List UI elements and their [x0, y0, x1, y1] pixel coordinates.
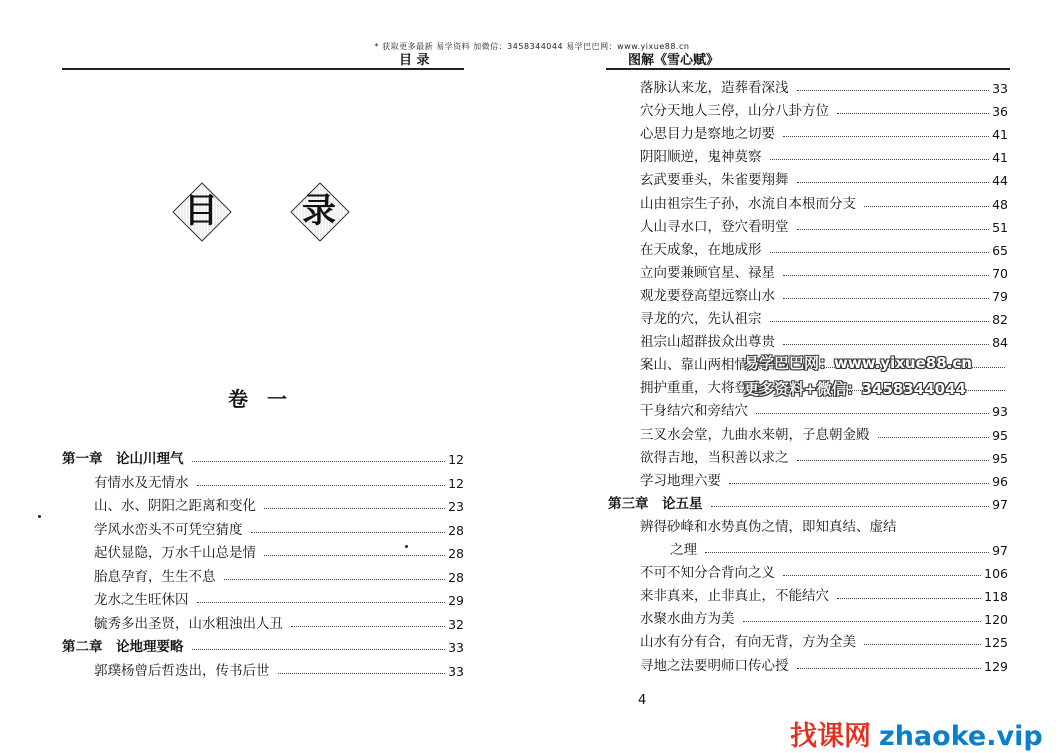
- watermark-brand: [790, 714, 1043, 753]
- toc-entry-title: 水聚水曲方为美: [640, 611, 735, 628]
- toc-leader-dots: [783, 344, 989, 345]
- toc-section-row: [94, 518, 464, 538]
- toc-leader-dots: [797, 182, 990, 183]
- toc-section-row: [94, 565, 464, 585]
- toc-entry-title: 之理: [670, 542, 697, 558]
- toc-entry-title: 有情水及无情水: [94, 474, 189, 491]
- toc-entry-title: 寻地之法要明师口传心授: [640, 657, 789, 674]
- toc-entry-title: 祖宗山超群拔众出尊贵: [640, 334, 775, 351]
- scan-speck: [38, 515, 41, 518]
- toc-entry-title: 胎息孕育，生生不息: [94, 568, 216, 585]
- toc-page-number: 95: [992, 427, 1008, 443]
- toc-entry-title: 学习地理六要: [640, 472, 721, 489]
- toc-entry-title: 立向要兼顾官星、禄星: [640, 264, 775, 281]
- toc-entry-title: 第二章 论地理要略: [62, 639, 184, 655]
- toc-leader-dots: [192, 649, 446, 650]
- toc-leader-dots: [264, 508, 445, 509]
- toc-leader-dots: [770, 252, 990, 253]
- toc-chapter-row: [608, 492, 1008, 512]
- toc-page-number: 70: [992, 265, 1008, 281]
- toc-leader-dots: [251, 532, 446, 533]
- toc-section-row: [94, 494, 464, 514]
- toc-entry-title: 阴阳顺逆，鬼神莫察: [640, 149, 762, 166]
- toc-entry-title: 玄武要垂头，朱雀要翔舞: [640, 172, 789, 189]
- watermark-brand-cn: 找课网: [790, 721, 871, 752]
- toc-leader-dots: [797, 460, 990, 461]
- toc-page-number: 12: [448, 452, 464, 467]
- toc-entry-title: 学风水峦头不可凭空猜度: [94, 521, 243, 538]
- toc-page-number: 79: [992, 288, 1008, 304]
- title-char-lu: 录: [302, 191, 336, 231]
- toc-entry-title: 山、水、阴阳之距离和变化: [94, 498, 256, 514]
- toc-section-row: [640, 215, 1008, 235]
- watermark-brand-en: zhaoke.vip: [879, 721, 1043, 752]
- toc-page-number: 96: [992, 473, 1008, 489]
- toc-leader-dots: [797, 229, 990, 230]
- toc-page-number: 33: [448, 640, 464, 655]
- toc-entry-title: 山由祖宗生子孙，水流自本根而分支: [640, 195, 856, 212]
- toc-entry-title: 起伏显隐，万水千山总是情: [94, 545, 256, 561]
- toc-page-number: 41: [992, 150, 1008, 166]
- left-page-header: 目 录: [399, 53, 430, 68]
- toc-page-number: 97: [992, 496, 1008, 512]
- toc-leader-dots: [291, 626, 445, 627]
- toc-entry-title: 三叉水会堂，九曲水来朝，子息朝金殿: [640, 426, 870, 443]
- toc-section-row: [640, 469, 1008, 489]
- toc-leader-dots: [837, 598, 981, 599]
- toc-page-number: 95: [992, 450, 1008, 466]
- toc-section-row: [640, 284, 1008, 304]
- toc-page-number: 28: [448, 569, 464, 585]
- toc-entry-title: 第一章 论山川理气: [62, 451, 184, 467]
- toc-section-row: [640, 145, 1008, 165]
- toc-section-row: [640, 99, 1008, 119]
- toc-page-number: 33: [448, 663, 464, 679]
- toc-page-number: 97: [992, 543, 1008, 558]
- toc-entry-title: 郭璞杨曾后哲迭出，传书后世: [94, 662, 270, 679]
- toc-page-number: 44: [992, 173, 1008, 189]
- toc-section-row: [640, 515, 1008, 535]
- toc-chapter-row: [62, 635, 464, 655]
- toc-page-number: 93: [992, 404, 1008, 420]
- toc-leader-dots: [783, 298, 989, 299]
- toc-leader-dots: [278, 673, 446, 674]
- toc-section-row: [640, 399, 1008, 419]
- left-header-rule: [62, 68, 464, 70]
- toc-page-number: 23: [448, 499, 464, 514]
- toc-entry-title: 不可不知分合背向之义: [640, 565, 775, 582]
- toc-section-row: [94, 471, 464, 491]
- toc-entry-title: 在天成象，在地成形: [640, 241, 762, 258]
- toc-section-row: [94, 612, 464, 632]
- toc-leader-dots: [729, 483, 989, 484]
- toc-entry-title: 毓秀多出圣贤，山水粗浊出人丑: [94, 615, 283, 632]
- toc-page-number: 28: [448, 522, 464, 538]
- toc-entry-title: 心思目力是察地之切要: [640, 126, 775, 143]
- right-page-header: 图解《雪心赋》: [628, 53, 720, 68]
- toc-leader-dots: [770, 321, 990, 322]
- toc-entry-title: 观龙要登高望远察山水: [640, 287, 775, 304]
- toc-page-number: 32: [448, 616, 464, 632]
- toc-section-row: [640, 238, 1008, 258]
- right-header-rule: [606, 68, 1010, 70]
- title-char-mu: 目: [184, 191, 218, 231]
- toc-section-row: [640, 630, 1008, 650]
- toc-page-number: 29: [448, 593, 464, 608]
- toc-leader-dots: [705, 552, 989, 553]
- toc-page-number: 84: [992, 335, 1008, 351]
- toc-page-number: 82: [992, 312, 1008, 327]
- page-number: 4: [638, 693, 647, 708]
- toc-entry-title: 欲得吉地，当积善以求之: [640, 449, 789, 466]
- toc-entry-title: 龙水之生旺休囚: [94, 592, 189, 608]
- toc-leader-dots: [224, 579, 446, 580]
- toc-leader-dots: [711, 506, 990, 507]
- toc-page-number: 118: [984, 589, 1008, 605]
- toc-entry-title: 拥护重重，大将登台: [640, 380, 762, 397]
- toc-page-number: 33: [992, 81, 1008, 96]
- toc-entry-title: 辨得砂峰和水势真伪之情，即知真结、虚结: [640, 518, 897, 535]
- toc-section-row: [640, 561, 1008, 581]
- toc-section-row: [640, 330, 1008, 350]
- diamond-frame: [172, 182, 230, 240]
- toc-leader-dots: [864, 644, 981, 645]
- scan-speck: [405, 545, 408, 548]
- toc-section-row: [94, 541, 464, 561]
- toc-leader-dots: [837, 113, 989, 114]
- toc-page-number: 106: [984, 566, 1008, 582]
- toc-entry-title: 落脉认来龙，造葬看深浅: [640, 80, 789, 96]
- toc-section-row: [640, 122, 1008, 142]
- toc-page-number: 48: [992, 196, 1008, 212]
- toc-entry-title: 人山寻水口，登穴看明堂: [640, 218, 789, 235]
- toc-entry-title: 干身结穴和旁结穴: [640, 403, 748, 420]
- toc-section-row: [94, 588, 464, 608]
- toc-section-row: [640, 261, 1008, 281]
- toc-leader-dots: [878, 437, 990, 438]
- toc-leader-dots: [783, 275, 989, 276]
- toc-chapter-row: [62, 447, 464, 467]
- toc-entry-title: 寻龙的穴，先认祖宗: [640, 311, 762, 327]
- toc-leader-dots: [783, 136, 989, 137]
- toc-section-row: [640, 168, 1008, 188]
- volume-title: 卷 一: [228, 387, 293, 411]
- toc-section-row: [640, 76, 1008, 96]
- toc-entry-title: 第三章 论五星: [608, 495, 703, 512]
- toc-leader-dots: [197, 485, 446, 486]
- toc-page-number: 129: [984, 658, 1008, 674]
- toc-leader-dots: [264, 555, 445, 556]
- toc-page-number: 51: [992, 219, 1008, 235]
- toc-page-number: 41: [992, 127, 1008, 143]
- toc-section-row: [670, 538, 1008, 558]
- toc-section-row: [94, 659, 464, 679]
- toc-leader-dots: [197, 602, 446, 603]
- toc-leader-dots: [756, 413, 989, 414]
- diamond-frame: [290, 182, 348, 240]
- toc-page-number: 28: [448, 546, 464, 561]
- toc-entry-title: 山水有分有合，有向无背，方为全美: [640, 634, 856, 651]
- watermark-site: 易学巴巴网：www.yixue88.cn: [744, 354, 972, 372]
- toc-leader-dots: [797, 90, 990, 91]
- toc-section-row: [640, 423, 1008, 443]
- toc-section-row: [640, 307, 1008, 327]
- toc-section-row: [640, 607, 1008, 627]
- toc-leader-dots: [770, 159, 990, 160]
- toc-leader-dots: [864, 206, 989, 207]
- toc-leader-dots: [743, 621, 982, 622]
- toc-page-number: 65: [992, 242, 1008, 258]
- toc-page-number: 125: [984, 635, 1008, 651]
- watermark-contact: 更多资料+微信：3458344044: [744, 380, 966, 398]
- toc-section-row: [640, 192, 1008, 212]
- toc-page-number: 12: [448, 475, 464, 491]
- toc-section-row: [640, 584, 1008, 604]
- toc-page-number: 36: [992, 104, 1008, 120]
- toc-section-row: [640, 446, 1008, 466]
- toc-leader-dots: [797, 668, 982, 669]
- toc-entry-title: 穴分天地人三停，山分八卦方位: [640, 103, 829, 120]
- toc-page-number: 120: [984, 612, 1008, 628]
- toc-entry-title: 来非真来，止非真止，不能结穴: [640, 588, 829, 605]
- top-banner: * 获取更多最新 易学资料 加微信：3458344044 易学巴巴网：www.yixue88.cn: [374, 42, 690, 51]
- toc-leader-dots: [192, 461, 446, 462]
- toc-leader-dots: [783, 575, 981, 576]
- toc-entry-title: 案山、靠山两相情意相投: [640, 357, 789, 374]
- toc-section-row: [640, 654, 1008, 674]
